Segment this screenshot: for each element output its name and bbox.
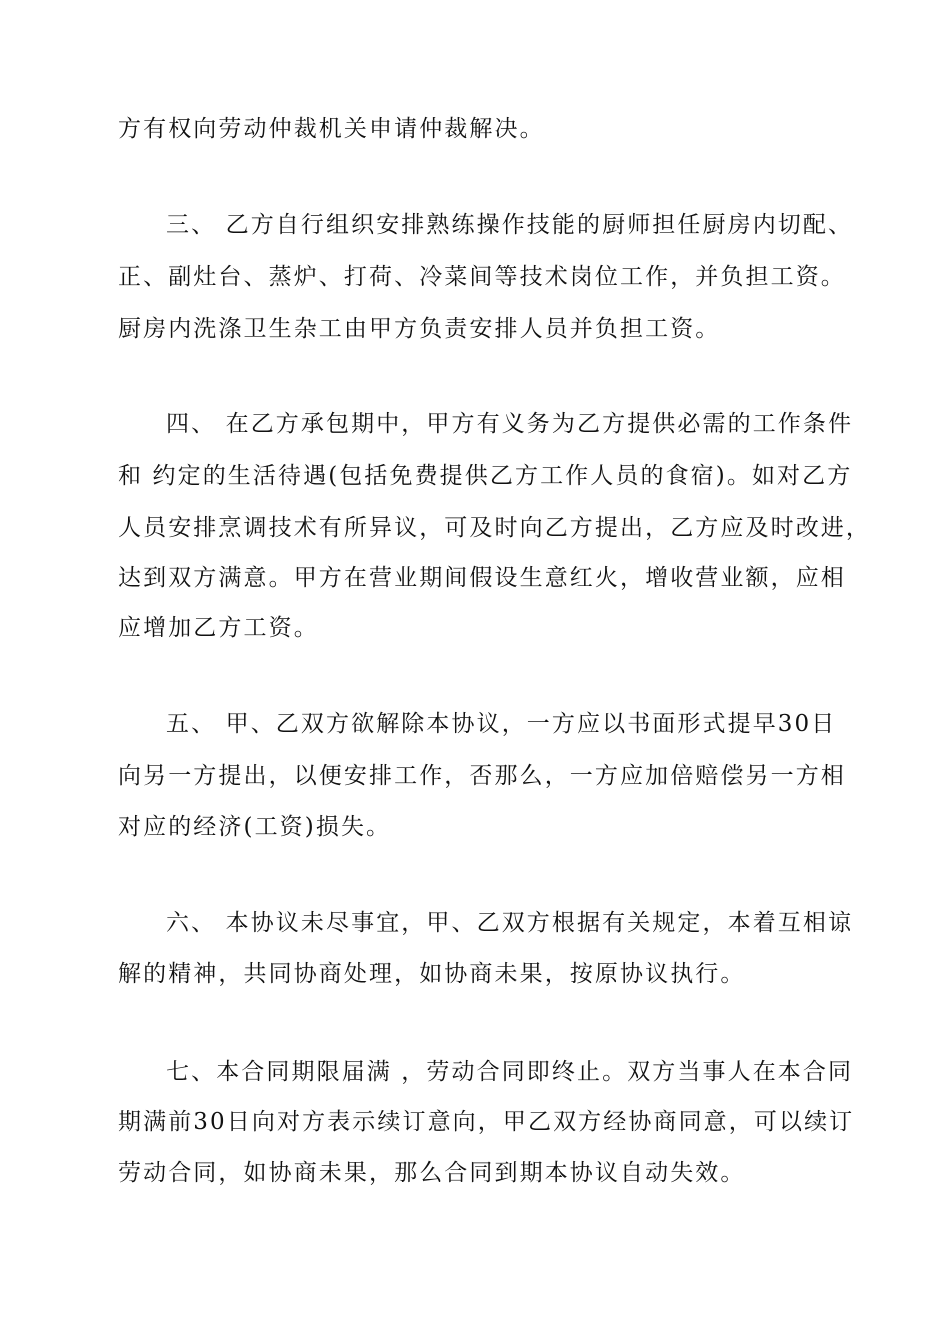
- clause-4-line-2: 和 约定的生活待遇(包括免费提供乙方工作人员的食宿)。如对乙方: [118, 463, 853, 489]
- clause-6-line-2: 解的精神，共同协商处理，如协商未果，按原协议执行。: [118, 961, 746, 987]
- clause-5-line-2: 向另一方提出，以便安排工作，否那么，一方应加倍赔偿另一方相: [118, 763, 846, 789]
- clause-7-line-1: 七、本合同期限届满 ，劳动合同即终止。双方当事人在本合同: [166, 1059, 854, 1085]
- clause-6-line-1: 六、 本协议未尽事宜，甲、乙双方根据有关规定，本着互相谅: [166, 910, 854, 936]
- clause-3-line-1: 三、 乙方自行组织安排熟练操作技能的厨师担任厨房内切配、: [166, 212, 854, 238]
- clause-3-line-2: 正、副灶台、蒸炉、打荷、冷菜间等技术岗位工作，并负担工资。: [118, 264, 846, 290]
- clause-4-line-4: 达到双方满意。甲方在营业期间假设生意红火，增收营业额，应相: [118, 565, 846, 591]
- clause-4-line-3: 人员安排烹调技术有所异议，可及时向乙方提出，乙方应及时改进，: [118, 515, 871, 541]
- clause-4-line-5: 应增加乙方工资。: [118, 615, 319, 641]
- clause-4-line-1: 四、 在乙方承包期中，甲方有义务为乙方提供必需的工作条件: [166, 411, 854, 437]
- clause-7-line-3: 劳动合同，如协商未果，那么合同到期本协议自动失效。: [118, 1160, 746, 1186]
- clause-5-line-1: 五、 甲、乙双方欲解除本协议，一方应以书面形式提早30日: [166, 711, 837, 737]
- clause-3-line-3: 厨房内洗涤卫生杂工由甲方负责安排人员并负担工资。: [118, 316, 721, 342]
- clause-7-line-2: 期满前30日向对方表示续订意向，甲乙双方经协商同意，可以续订: [118, 1109, 855, 1135]
- clause-5-line-3: 对应的经济(工资)损失。: [118, 814, 392, 840]
- paragraph-continued-line-1: 方有权向劳动仲裁机关申请仲裁解决。: [118, 116, 545, 142]
